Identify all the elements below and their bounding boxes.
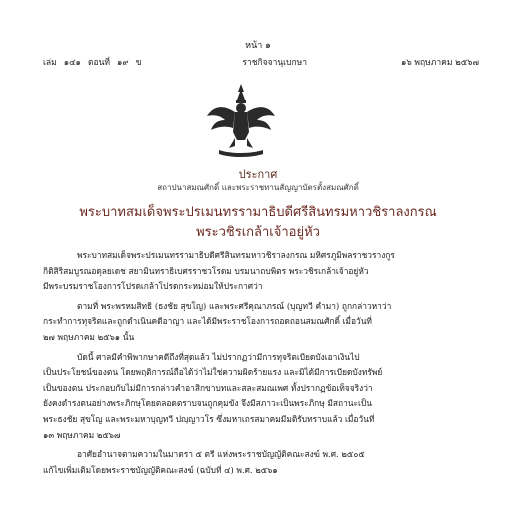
episode-label: ตอนที่	[87, 58, 110, 68]
body-line: ตามที่ พระพรหมสิทธิ (ธงชัย สุขโญ) และพระศรีคุณาภรณ์ (บุญทวี คำมา) ถูกกล่าวหาว่า	[77, 300, 392, 311]
announcement-body	[43, 248, 479, 478]
episode-number: ๑๙	[117, 58, 129, 68]
body-line: เป็นของตน ประกอบกับไม่มีการกล่าวคำอาสิกขาบทและสละสมณเพศ ทั้งปรากฏข้อเท็จจริงว่า	[43, 382, 373, 393]
body-line: พระบาทสมเด็จพระปรเมนทรรามาธิบดีศรีสินทรมหาวชิราลงกรณ มหิศรภูมิพลราชวรางกูร	[77, 250, 395, 260]
royal-title-line: พระบาทสมเด็จพระปรเมนทรรามาธิบดีศรีสินทรมหาวชิราลงกรณ	[79, 205, 437, 220]
body-line: บัดนี้ ศาลมีคำพิพากษาคดีถึงที่สุดแล้ว ไม่ปรากฏว่ามีการทุจริตเบียดบังเอาเงินไป	[77, 351, 360, 362]
body-line: แก้ไขเพิ่มเติมโดยพระราชบัญญัติคณะสงฆ์ (ฉบับที่ ๔) พ.ศ. ๒๕๖๑	[43, 464, 278, 475]
body-line: เป็นประโยชน์ของตน โดยพฤติการณ์ถือได้ว่าไม่ใช่ความผิดร้ายแรง และมิได้มีการเบียดบังทรัพย์	[43, 367, 383, 378]
body-line: อาศัยอำนาจตามความในมาตรา ๕ ตรี แห่งพระราชบัญญัติคณะสงฆ์ พ.ศ. ๒๕๐๕	[77, 449, 365, 460]
issue-info	[43, 55, 148, 69]
issue-date: ๑๖ พฤษภาคม ๒๕๖๗	[400, 58, 479, 68]
volume-label: เล่ม	[43, 58, 57, 68]
announcement-subject: สถาปนาสมณศักดิ์ และพระราชทานสัญญาบัตรตั้งสมณศักดิ์	[157, 183, 359, 192]
body-line: ๑๓ พฤษภาคม ๒๕๖๗	[43, 429, 121, 440]
body-line: กระทำการทุจริตและถูกดำเนินคดีอาญา และได้มีพระราชโองการถอดถอนสมณศักดิ์ เมื่อวันที่	[43, 316, 372, 327]
garuda-emblem-icon	[205, 82, 277, 158]
body-line: พระธงชัย สุขโญ และพระมหาบุญทวี ปญฺญาวโร ซึ่งมหาเถรสมาคมมีมติรับทราบแล้ว เมื่อวันที่	[43, 413, 375, 424]
announcement-heading: ประกาศ	[238, 168, 278, 181]
royal-title	[0, 203, 516, 243]
gazette-name: ราชกิจจานุเบกษา	[242, 58, 307, 68]
gazette-header	[43, 55, 479, 69]
body-line: ๒๗ พฤษภาคม ๒๕๖๑ นั้น	[43, 331, 135, 342]
page-number: หน้า ๑	[245, 41, 271, 51]
section-letter: ข	[135, 58, 142, 68]
body-line: กิติสิริสมบูรณอดุลยเดช สยามินทราธิเบศรราชวโรดม บรมนาถบพิตร พระวชิรเกล้าเจ้าอยู่หัว	[43, 265, 369, 276]
royal-title-line: พระวชิรเกล้าเจ้าอยู่หัว	[196, 225, 320, 240]
volume-number: ๑๔๑	[63, 58, 81, 68]
body-line: มีพระบรมราชโองการโปรดเกล้าโปรดกระหม่อมให้ประกาศว่า	[43, 281, 263, 292]
body-line: ยังคงดำรงตนอย่างพระภิกษุโดยตลอดตราบจนถูกคุมขัง จึงมีสภาวะเป็นพระภิกษุ มีสถานะเป็น	[43, 398, 372, 409]
